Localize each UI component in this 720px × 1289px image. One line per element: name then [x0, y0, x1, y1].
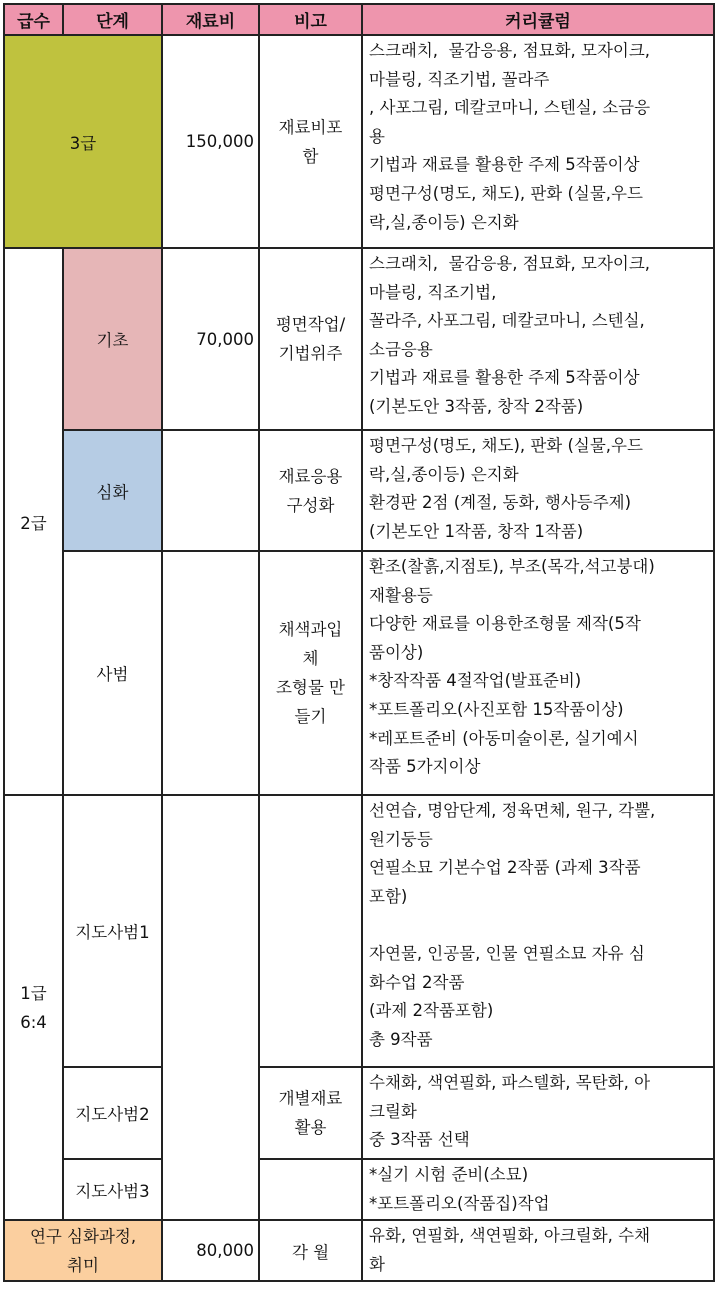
grade1-t2-note: 개별재료 활용: [259, 1067, 362, 1159]
grade1-t1-curriculum: 선연습, 명암단계, 정육면체, 원구, 각뿔, 원기둥등 연필소묘 기본수업 2작품 (과제 3작품 포함) 자연물, 인공물, 인물 연필소묘 자유 심 화수업 2작품 (과제 2작품포함) 총 9작품: [362, 795, 714, 1067]
grade2-basic-note: 평면작업/ 기법위주: [259, 248, 362, 430]
grade2-basic-curriculum: 스크래치, 물감응용, 점묘화, 모자이크, 마블링, 직조기법, 꼴라주, 사포그림, 데칼코마니, 스텐실, 소금응용 기법과 재료를 활용한 주제 5작품이상 (기본도안 3작품, 창작 2작품): [362, 248, 714, 430]
grade1-label: 1급 6:4: [4, 795, 63, 1220]
row-grade2-advanced: [4, 430, 714, 551]
grade3-fee: 150,000: [162, 35, 259, 248]
research-curriculum: 유화, 연필화, 색연필화, 아크릴화, 수채 화: [362, 1220, 714, 1281]
grade2-label: 2급: [4, 248, 63, 795]
header-grade: 급수: [4, 4, 63, 35]
research-fee: 80,000: [162, 1220, 259, 1281]
grade1-t2-curriculum: 수채화, 색연필화, 파스텔화, 목탄화, 아 크릴화 중 3작품 선택: [362, 1067, 714, 1159]
grade2-teacher-fee: [162, 551, 259, 795]
grade1-t3-curriculum: *실기 시험 준비(소묘) *포트폴리오(작품집)작업: [362, 1159, 714, 1220]
grade3-curriculum: 스크래치, 물감응용, 점묘화, 모자이크, 마블링, 직조기법, 꼴라주 , 사포그림, 데칼코마니, 스텐실, 소금응 용 기법과 재료를 활용한 주제 5작품이상 평면구성(명도, 채도), 판화 (실물,우드 락,실,종이등) 은지화: [362, 35, 714, 248]
grade1-fee: [162, 795, 259, 1220]
grade2-advanced-note: 재료응용 구성화: [259, 430, 362, 551]
grade1-t3-stage: 지도사범3: [63, 1159, 162, 1220]
row-grade1-t3: [4, 1159, 714, 1220]
research-label: 연구 심화과정, 취미: [4, 1220, 162, 1281]
header-curriculum: 커리큘럼: [362, 4, 714, 35]
curriculum-table: [3, 3, 715, 1282]
research-note: 각 월: [259, 1220, 362, 1281]
row-grade2-teacher: [4, 551, 714, 795]
grade3-label: 3급: [4, 35, 162, 248]
grade1-t1-note: [259, 795, 362, 1067]
row-research: [4, 1220, 714, 1281]
grade2-teacher-stage: 사범: [63, 551, 162, 795]
grade2-advanced-stage: 심화: [63, 430, 162, 551]
grade2-teacher-note: 채색과입 체 조형물 만 들기: [259, 551, 362, 795]
grade1-t3-note: [259, 1159, 362, 1220]
header-material-fee: 재료비: [162, 4, 259, 35]
grade2-teacher-curriculum: 환조(찰흙,지점토), 부조(목각,석고붕대) 재활용등 다양한 재료를 이용한조형물 제작(5작 품이상) *창작작품 4절작업(발표준비) *포트폴리오(사진포함 15작품이상) *레포트준비 (아동미술이론, 실기예시 작품 5가지이상: [362, 551, 714, 795]
row-grade1-t2: [4, 1067, 714, 1159]
grade3-note: 재료비포 함: [259, 35, 362, 248]
header-note: 비고: [259, 4, 362, 35]
grade2-basic-stage: 기초: [63, 248, 162, 430]
header-row: [4, 4, 714, 35]
row-grade1-t1: [4, 795, 714, 1067]
row-grade2-basic: [4, 248, 714, 430]
grade1-t2-stage: 지도사범2: [63, 1067, 162, 1159]
row-grade3: [4, 35, 714, 248]
grade2-advanced-fee: [162, 430, 259, 551]
grade2-basic-fee: 70,000: [162, 248, 259, 430]
grade1-t1-stage: 지도사범1: [63, 795, 162, 1067]
grade2-advanced-curriculum: 평면구성(명도, 채도), 판화 (실물,우드 락,실,종이등) 은지화 환경판 2점 (계절, 동화, 행사등주제) (기본도안 1작품, 창작 1작품): [362, 430, 714, 551]
header-stage: 단계: [63, 4, 162, 35]
